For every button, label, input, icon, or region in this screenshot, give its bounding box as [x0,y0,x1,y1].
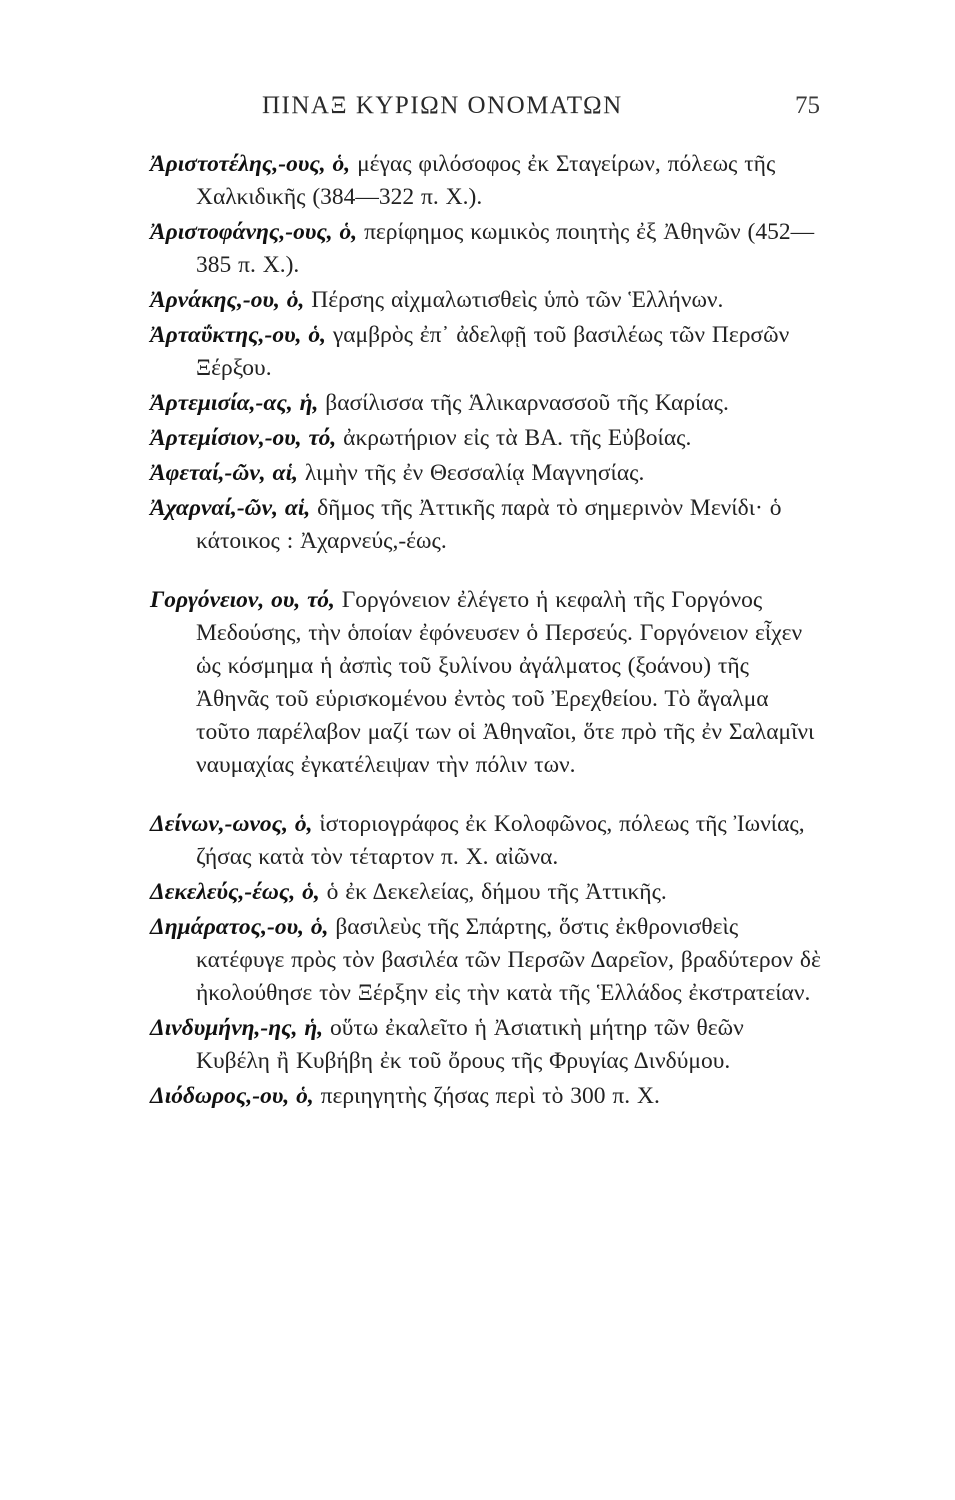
index-entry [150,1012,822,1078]
section-gap [150,784,822,808]
entry-headword: Ἀρτεμίσιον,-ου, τό, [150,425,337,451]
entry-definition: γαμβρὸς ἐπ᾽ ἀδελφῇ τοῦ βασιλέως τῶν Περσῶν Ξέρξου. [196,322,790,381]
index-section-delta [150,808,822,1113]
running-head [0,92,955,128]
index-entry [150,216,822,282]
index-section-alpha [150,148,822,558]
index-content [150,148,822,1115]
index-section-gamma [150,584,822,782]
entry-headword: Ἀριστοφάνης,-ους, ὁ, [150,219,358,245]
index-entry [150,876,822,909]
section-gap [150,560,822,584]
index-entry [150,911,822,1010]
index-entry [150,457,822,490]
entry-definition: ἱστοριογράφος ἐκ Κολοφῶνος, πόλεως τῆς Ἰωνίας, ζήσας κατὰ τὸν τέταρτον π. Χ. αἰῶνα. [196,811,805,870]
index-entry [150,284,822,317]
entry-definition: βασιλεὺς τῆς Σπάρτης, ὅστις ἐκθρονισθεὶς κατέφυγε πρὸς τὸν βασιλέα τῶν Περσῶν Δαρεῖον, βραδύτερον δὲ ἠκολούθησε τὸν Ξέρξην εἰς τὴν κατὰ τῆς Ἑλλάδος ἐκστρατείαν. [196,914,821,1006]
entry-definition: μέγας φιλόσοφος ἐκ Σταγείρων, πόλεως τῆς Χαλκιδικῆς (384—322 π. Χ.). [196,151,776,210]
entry-headword: Ἀρτεμισία,-ας, ἡ, [150,390,319,416]
entry-definition: δῆμος τῆς Ἀττικῆς παρὰ τὸ σημερινὸν Μενίδι· ὁ κάτοικος : Ἀχαρνεύς,-έως. [196,495,782,554]
entry-headword: Δείνων,-ωνος, ὁ, [150,811,313,837]
entry-headword: Ἀφεταί,-ῶν, αἱ, [150,460,298,486]
index-entry [150,492,822,558]
entry-definition: ἀκρωτήριον εἰς τὰ ΒΑ. τῆς Εὐβοίας. [343,425,692,451]
page-number: 75 [795,92,820,119]
entry-headword: Ἀρνάκης,-ου, ὁ, [150,287,305,313]
page-title: ΠΙΝΑΞ ΚΥΡΙΩΝ ΟΝΟΜΑΤΩΝ [262,92,623,119]
entry-headword: Δεκελεύς,-έως, ὁ, [150,879,320,905]
entry-headword: Γοργόνειον, ου, τό, [150,587,335,613]
index-entry [150,387,822,420]
entry-definition: λιμὴν τῆς ἐν Θεσσαλίᾳ Μαγνησίας. [304,460,645,486]
index-entry [150,584,822,782]
entry-headword: Δημάρατος,-ου, ὁ, [150,914,329,940]
index-entry [150,422,822,455]
index-entry [150,808,822,874]
entry-headword: Ἀρταΰκτης,-ου, ὁ, [150,322,326,348]
entry-headword: Διόδωρος,-ου, ὁ, [150,1083,314,1109]
entry-definition: ὁ ἐκ Δεκελείας, δήμου τῆς Ἀττικῆς. [326,879,667,905]
entry-definition: οὕτω ἐκαλεῖτο ἡ Ἀσιατικὴ μήτηρ τῶν θεῶν Κυβέλη ἢ Κυβήβη ἐκ τοῦ ὄρους τῆς Φρυγίας Δινδύμου. [196,1015,744,1074]
entry-definition: Πέρσης αἰχμαλωτισθεὶς ὑπὸ τῶν Ἑλλήνων. [311,287,724,313]
entry-definition: Γοργόνειον ἐλέγετο ἡ κεφαλὴ τῆς Γοργόνος Μεδούσης, τὴν ὁποίαν ἐφόνευσεν ὁ Περσεύς. Γοργόνειον εἶχεν ὡς κόσμημα ἡ ἀσπὶς τοῦ ξυλίνου ἀγάλματος (ξοάνου) τῆς Ἀθηνᾶς τοῦ εὑρισκομένου ἐντὸς τοῦ Ἐρεχθείου. Τὸ ἄγαλμα τοῦτο παρέλαβον μαζί των οἱ Ἀθηναῖοι, ὅτε πρὸ τῆς ἐν Σαλαμῖνι ναυμαχίας ἐγκατέλειψαν τὴν πόλιν των. [196,587,815,778]
entry-definition: βασίλισσα τῆς Ἁλικαρνασσοῦ τῆς Καρίας. [325,390,729,416]
entry-headword: Δινδυμήνη,-ης, ἡ, [150,1015,324,1041]
index-entry [150,319,822,385]
index-entry [150,1080,822,1113]
entry-headword: Ἀχαρναί,-ῶν, αἱ, [150,495,311,521]
entry-definition: περιηγητὴς ζήσας περὶ τὸ 300 π. Χ. [320,1083,660,1109]
index-entry [150,148,822,214]
entry-definition: περίφημος κωμικὸς ποιητὴς ἐξ Ἀθηνῶν (452—385 π. Χ.). [196,219,815,278]
entry-headword: Ἀριστοτέλης,-ους, ὁ, [150,151,351,177]
